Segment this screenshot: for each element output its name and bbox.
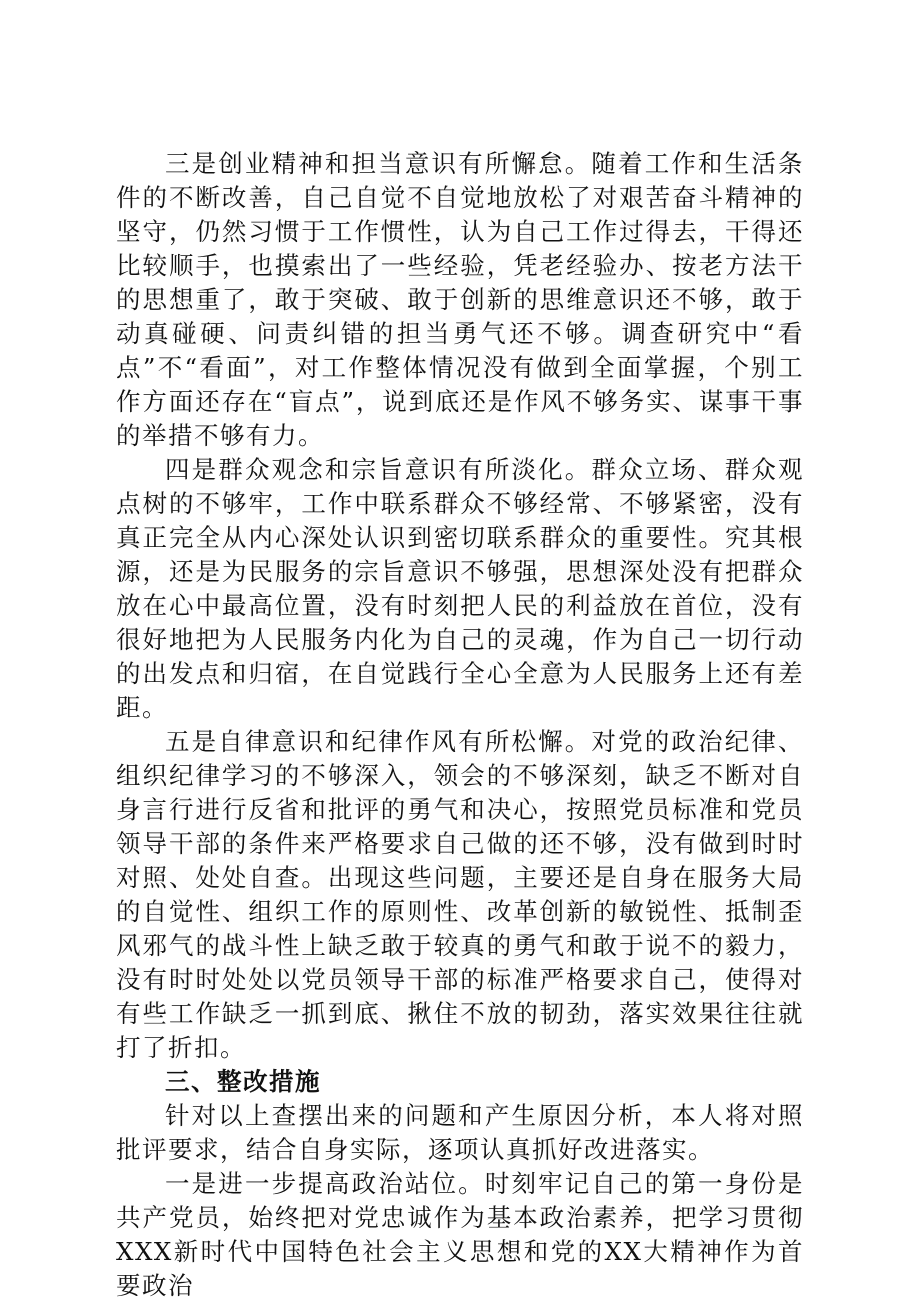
paragraph-rectification-intro: 针对以上查摆出来的问题和产生原因分析，本人将对照批评要求，结合自身实际，逐项认真抓好改进落实。: [116, 1101, 804, 1164]
paragraph-self-discipline: 五是自律意识和纪律作风有所松懈。对党的政治纪律、组织纪律学习的不够深入，领会的不够深刻，缺乏不断对自身言行进行反省和批评的勇气和决心，按照党员标准和党员领导干部的条件来严格要求自己做的还不够，没有做到时时对照、处处自查。出现这些问题，主要还是自身在服务大局的自觉性、组织工作的原则性、改革创新的敏锐性、抵制歪风邪气的战斗性上缺乏敢于较真的勇气和敢于说不的毅力，没有时时处处以党员领导干部的标准严格要求自己，使得对有些工作缺乏一抓到底、揪住不放的韧劲，落实效果往往就打了折扣。: [116, 727, 804, 1062]
paragraph-mass-perspective: 四是群众观念和宗旨意识有所淡化。群众立场、群众观点树的不够牢，工作中联系群众不够经常、不够紧密，没有真正完全从内心深处认识到密切联系群众的重要性。究其根源，还是为民服务的宗旨意识不够强，思想深处没有把群众放在心中最高位置，没有时刻把人民的利益放在首位，没有很好地把为人民服务内化为自己的灵魂，作为自己一切行动的出发点和归宿，在自觉践行全心全意为人民服务上还有差距。: [116, 455, 804, 722]
section-heading-rectification: 三、整改措施: [165, 1067, 321, 1096]
paragraph-political-standing: 一是进一步提高政治站位。时刻牢记自己的第一身份是共产党员，始终把对党忠诚作为基本政治素养，把学习贯彻XXX新时代中国特色社会主义思想和党的XX大精神作为首要政治: [116, 1169, 804, 1300]
paragraph-entrepreneurial-spirit: 三是创业精神和担当意识有所懈怠。随着工作和生活条件的不断改善，自己自觉不自觉地放松了对艰苦奋斗精神的坚守，仍然习惯于工作惯性，认为自己工作过得去，干得还比较顺手，也摸索出了一些经验，凭老经验办、按老方法干的思想重了，敢于突破、敢于创新的思维意识还不够，敢于动真碰硬、问责纠错的担当勇气还不够。调查研究中“看点”不“看面”，对工作整体情况没有做到全面掌握，个别工作方面还存在“盲点”，说到底还是作风不够务实、谋事干事的举措不够有力。: [116, 149, 804, 450]
document-body: [116, 147, 804, 1303]
